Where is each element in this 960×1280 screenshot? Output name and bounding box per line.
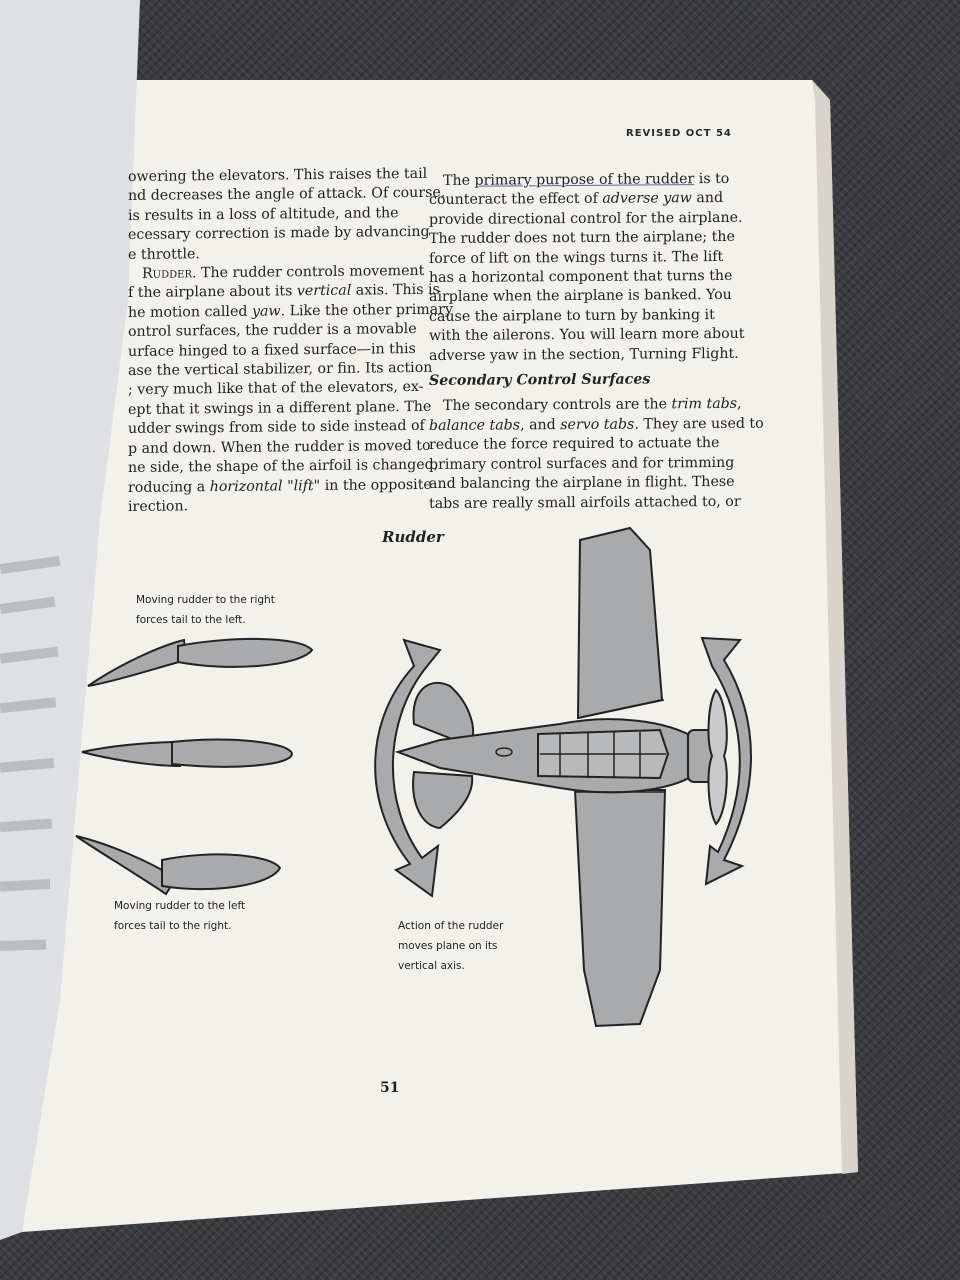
- airplane-lower-wing: [575, 790, 665, 1026]
- airplane-upper-wing: [578, 528, 662, 718]
- text-line: . They are used to: [634, 415, 764, 433]
- text-line: ept that it swings in a different plane. The: [128, 398, 432, 418]
- text-line: in the opposite: [320, 476, 432, 494]
- text-line: f the airplane about its: [128, 283, 297, 302]
- propeller: [709, 690, 727, 824]
- text-line: . The rudder controls movement: [191, 262, 425, 282]
- text-line: reduce the force required to actuate the: [429, 435, 720, 454]
- text-line: udder swings from side to side instead of: [128, 418, 425, 438]
- caption-line: vertical axis.: [398, 960, 465, 972]
- text-line: adverse yaw in the section, Turning Flight.: [429, 345, 739, 364]
- text-line: nd decreases the angle of attack. Of course,: [128, 185, 446, 205]
- revision-header: REVISED OCT 54: [626, 128, 732, 139]
- text-line: p and down. When the rudder is moved to: [128, 437, 431, 457]
- text-line: The: [443, 172, 475, 189]
- text-line: ; very much like that of the elevators, ex-: [128, 379, 424, 399]
- airfoil-rudder-left: [76, 836, 280, 894]
- text-line: and: [691, 190, 724, 207]
- text-line: ecessary correction is made by advancing: [128, 224, 430, 244]
- airfoil-neutral: [82, 740, 292, 767]
- rudder-run-in-heading: Rudder: [142, 265, 192, 282]
- text-line: provide directional control for the airplane.: [429, 209, 743, 228]
- text-line: is results in a loss of altitude, and the: [128, 204, 399, 224]
- caption-rudder-right: [136, 590, 275, 630]
- text-line: ,: [737, 396, 742, 413]
- caption-line: Moving rudder to the left: [114, 900, 246, 912]
- caption-line: Moving rudder to the right: [136, 594, 275, 606]
- text-line: roducing a: [128, 478, 210, 496]
- caption-line: forces tail to the left.: [136, 614, 246, 626]
- text-line: ontrol surfaces, the rudder is a movable: [128, 321, 417, 341]
- italic-term: horizontal "lift": [209, 477, 321, 495]
- text-line: The rudder does not turn the airplane; the: [429, 229, 735, 248]
- caption-line: forces tail to the right.: [114, 920, 232, 932]
- text-line: cause the airplane to turn by banking it: [429, 306, 715, 325]
- text-line: urface hinged to a fixed surface—in this: [128, 340, 416, 360]
- text-line: e throttle.: [128, 245, 200, 263]
- text-line: he motion called: [128, 303, 252, 321]
- text-line: ase the vertical stabilizer, or fin. Its action: [128, 359, 433, 380]
- text-line: ne side, the shape of the airfoil is changed,: [128, 456, 439, 477]
- italic-term: vertical: [296, 283, 352, 300]
- tail-stabilizer-lower: [413, 772, 472, 828]
- text-line: with the ailerons. You will learn more about: [429, 326, 745, 345]
- italic-term: yaw: [251, 303, 281, 320]
- italic-term: trim tabs: [671, 396, 738, 413]
- caption-line: Action of the rudder: [398, 920, 504, 932]
- text-line: is to: [694, 170, 730, 188]
- airfoil-rudder-right: [88, 639, 312, 686]
- secondary-control-surfaces-heading: Secondary Control Surfaces: [429, 371, 651, 390]
- text-line: owering the elevators. This raises the tail: [128, 165, 428, 185]
- left-curved-arrow: [375, 640, 440, 896]
- text-line: airplane when the airplane is banked. You: [429, 287, 732, 306]
- figure-title: Rudder: [382, 528, 444, 546]
- text-line: and balancing the airplane in flight. These: [429, 473, 735, 493]
- caption-line: moves plane on its: [398, 940, 498, 952]
- italic-term: servo tabs: [560, 416, 635, 433]
- underlined-phrase: primary purpose of the rudder: [474, 171, 695, 189]
- caption-rudder-action: [398, 916, 503, 976]
- text-line: The secondary controls are the: [443, 396, 672, 415]
- caption-rudder-left: [114, 896, 245, 936]
- text-line: force of lift on the wings turns it. The lift: [429, 248, 724, 267]
- text-line: has a horizontal component that turns the: [429, 267, 733, 287]
- text-line: irection.: [128, 498, 189, 515]
- italic-term: adverse yaw: [602, 190, 692, 208]
- text-line: tabs are really small airfoils attached to, or: [429, 493, 741, 512]
- text-line: primary control surfaces and for trimming: [429, 454, 735, 473]
- text-line: . Like the other primary: [280, 301, 453, 320]
- text-line: , and: [520, 416, 561, 434]
- italic-term: balance tabs: [429, 417, 521, 434]
- page-number: 51: [380, 1080, 400, 1096]
- text-line: axis. This is: [351, 282, 440, 300]
- text-line: counteract the effect of: [429, 191, 603, 209]
